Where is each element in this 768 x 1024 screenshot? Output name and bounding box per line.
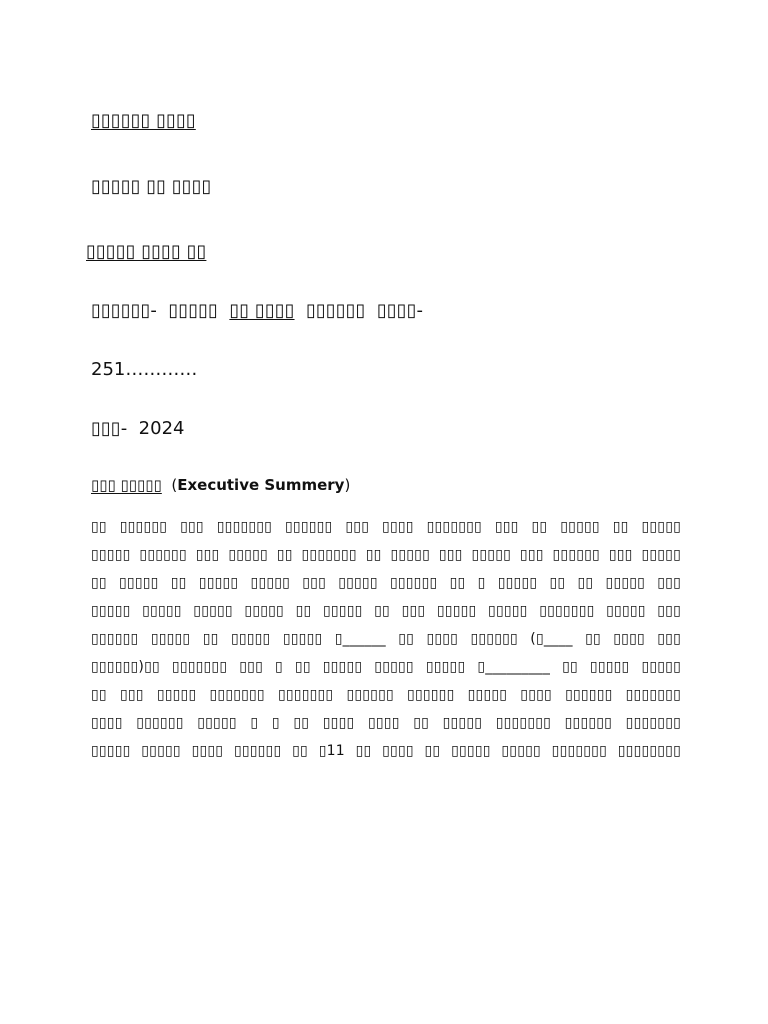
document-title: ▯▯▯▯▯▯ ▯▯▯▯ <box>91 110 196 131</box>
address-part-4: ▯▯▯▯- <box>376 300 423 321</box>
year-label: ▯▯▯- <box>91 418 128 439</box>
summary-line-6: ▯▯▯▯▯▯)▯▯ ▯▯▯▯▯▯▯ ▯▯▯ ▯ ▯▯ ▯▯▯▯▯ ▯▯▯▯▯ ▯▯▯▯▯ ▯_________ ▯▯ ▯▯▯▯▯ ▯▯▯▯▯ <box>91 659 681 675</box>
address-part-2: ▯▯ ▯▯▯▯ <box>229 300 295 321</box>
address-line <box>91 299 423 323</box>
summary-close-paren: ) <box>344 476 351 494</box>
address-label: ▯▯▯▯▯▯- <box>91 300 157 321</box>
address-pin: 251………… <box>91 359 198 380</box>
summary-line-2: ▯▯▯▯▯ ▯▯▯▯▯▯ ▯▯▯ ▯▯▯▯▯ ▯▯ ▯▯▯▯▯▯▯ ▯▯ ▯▯▯▯▯ ▯▯▯ ▯▯▯▯▯ ▯▯▯ ▯▯▯▯▯▯ ▯▯▯ ▯▯▯▯▯ <box>91 547 681 563</box>
summary-line-1: ▯▯ ▯▯▯▯▯▯ ▯▯▯ ▯▯▯▯▯▯▯ ▯▯▯▯▯▯ ▯▯▯ ▯▯▯▯ ▯▯▯▯▯▯▯ ▯▯▯ ▯▯ ▯▯▯▯▯ ▯▯ ▯▯▯▯▯ <box>91 519 681 535</box>
summary-heading-local: ▯▯▯ ▯▯▯▯▯ <box>91 476 162 494</box>
summary-line-5: ▯▯▯▯▯▯ ▯▯▯▯▯ ▯▯ ▯▯▯▯▯ ▯▯▯▯▯ ▯______ ▯▯ ▯▯▯▯ ▯▯▯▯▯▯ (▯____ ▯▯ ▯▯▯▯ ▯▯▯ <box>91 631 681 647</box>
year-value: 2024 <box>138 418 185 439</box>
document-section-title: ▯▯▯▯▯ ▯▯▯▯ ▯▯ <box>86 241 207 262</box>
summary-line-7: ▯▯ ▯▯▯ ▯▯▯▯▯ ▯▯▯▯▯▯▯ ▯▯▯▯▯▯▯ ▯▯▯▯▯▯ ▯▯▯▯▯▯ ▯▯▯▯▯ ▯▯▯▯ ▯▯▯▯▯▯ ▯▯▯▯▯▯▯ <box>91 687 681 703</box>
summary-heading-english: Executive Summery <box>177 476 345 494</box>
address-part-3: ▯▯▯▯▯▯ <box>305 300 366 321</box>
summary-line-9: ▯▯▯▯▯ ▯▯▯▯▯ ▯▯▯▯ ▯▯▯▯▯▯ ▯▯ ▯11 ▯▯ ▯▯▯▯ ▯▯ ▯▯▯▯▯ ▯▯▯▯▯ ▯▯▯▯▯▯▯ ▯▯▯▯▯▯▯▯ <box>91 743 681 759</box>
summary-line-3: ▯▯ ▯▯▯▯▯ ▯▯ ▯▯▯▯▯ ▯▯▯▯▯ ▯▯▯ ▯▯▯▯▯ ▯▯▯▯▯▯ ▯▯ ▯ ▯▯▯▯▯ ▯▯ ▯▯ ▯▯▯▯▯ ▯▯▯ <box>91 575 681 591</box>
address-part-1: ▯▯▯▯▯ <box>168 300 218 321</box>
year-line <box>91 417 184 441</box>
document-subtitle: ▯▯▯▯▯ ▯▯ ▯▯▯▯ <box>91 176 212 197</box>
summary-open-paren: ( <box>171 476 178 494</box>
summary-line-4: ▯▯▯▯▯ ▯▯▯▯▯ ▯▯▯▯▯ ▯▯▯▯▯ ▯▯ ▯▯▯▯▯ ▯▯ ▯▯▯ ▯▯▯▯▯ ▯▯▯▯▯ ▯▯▯▯▯▯▯ ▯▯▯▯▯ ▯▯▯ <box>91 603 681 619</box>
summary-line-8: ▯▯▯▯ ▯▯▯▯▯▯ ▯▯▯▯▯ ▯ ▯ ▯▯ ▯▯▯▯ ▯▯▯▯ ▯▯ ▯▯▯▯▯ ▯▯▯▯▯▯▯ ▯▯▯▯▯▯ ▯▯▯▯▯▯▯ <box>91 715 681 731</box>
summary-heading <box>91 474 350 496</box>
